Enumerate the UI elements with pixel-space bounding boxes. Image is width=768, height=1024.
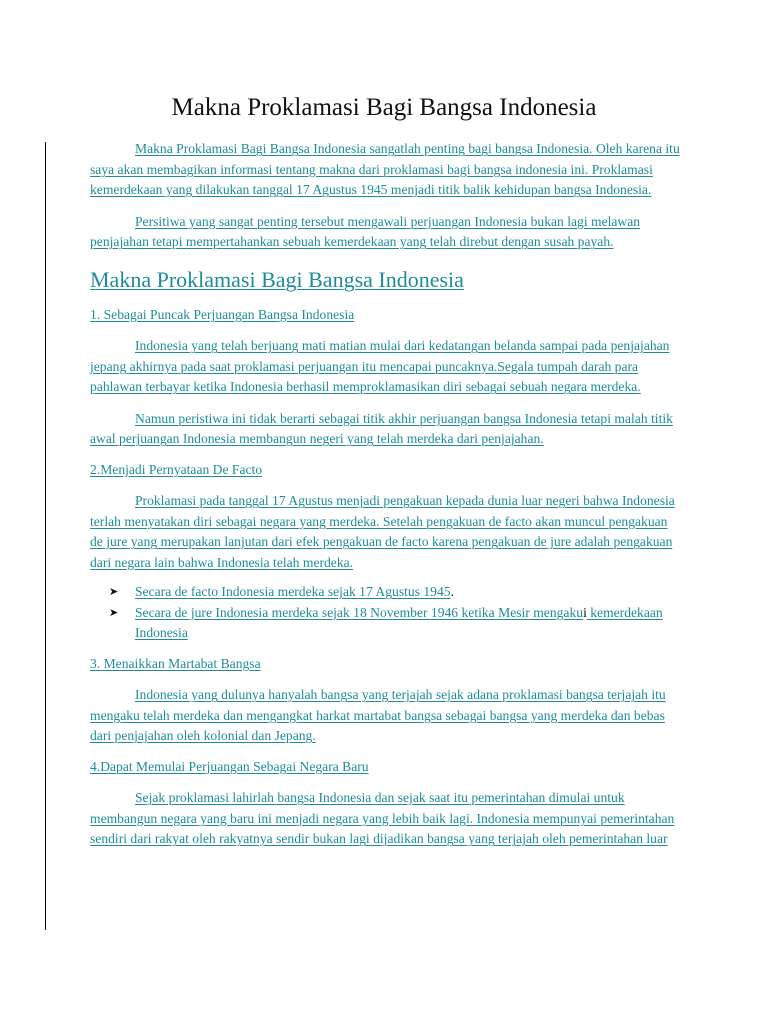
section-paragraph	[90, 685, 680, 747]
bullet-link[interactable]: Secara de facto Indonesia merdeka sejak 17 Agustus 1945	[135, 584, 451, 599]
section-heading-link[interactable]: 4.Dapat Memulai Perjuangan Sebagai Negara Baru	[90, 758, 369, 774]
bullet-trailing-text: i	[583, 604, 587, 620]
section-heading	[90, 305, 680, 326]
section-subheading	[90, 265, 680, 295]
intro-link[interactable]: Persitiwa yang sangat penting tersebut mengawali perjuangan Indonesia bukan lagi melawan penjajahan tetapi mempertahankan sebuah kemerdekaan yang telah direbut dengan susah payah.	[90, 213, 641, 249]
subheading-link[interactable]: Makna Proklamasi Bagi Bangsa Indonesia	[90, 266, 464, 292]
paragraph-link[interactable]: Namun peristiwa ini tidak berarti sebagai titik akhir perjuangan bangsa Indonesia tetapi malah titik awal perjuangan Indonesia membangun negeri yang telah merdeka dari penjajahan.	[90, 410, 673, 446]
section-heading-link[interactable]: 3. Menaikkan Martabat Bangsa	[90, 655, 261, 671]
list-item	[90, 603, 680, 644]
page-title: Makna Proklamasi Bagi Bangsa Indonesia	[171, 94, 597, 121]
bullet-link[interactable]: Secara de jure Indonesia merdeka sejak 18 November 1946 ketika Mesir mengaku	[135, 604, 584, 620]
section-paragraph	[90, 788, 680, 850]
intro-paragraph	[90, 212, 680, 253]
revision-bar	[45, 142, 46, 930]
intro-paragraph	[90, 139, 680, 201]
list-item	[90, 582, 680, 603]
section-heading-link[interactable]: 1. Sebagai Puncak Perjuangan Bangsa Indonesia	[90, 306, 355, 322]
section-heading-link[interactable]: 2.Menjadi Pernyataan De Facto	[90, 461, 263, 477]
paragraph-link[interactable]: Sejak proklamasi lahirlah bangsa Indonesia dan sejak saat itu pemerintahan dimulai untuk membangun negara yang baru ini menjadi negara yang lebih baik lagi. Indonesia mempunyai pemerintahan sendiri dari rakyat oleh rakyatnya sendir bukan lagi dijadikan bangsa yang terjajah oleh pemerintahan luar	[90, 790, 675, 846]
bullet-trailing-text: .	[450, 584, 454, 599]
section-heading	[90, 460, 680, 481]
section-paragraph	[90, 336, 680, 398]
section-paragraph	[90, 491, 680, 573]
intro-link[interactable]: Makna Proklamasi Bagi Bangsa Indonesia sangatlah penting bagi bangsa Indonesia. Oleh karena itu saya akan membagikan informasi tentang makna dari proklamasi bagi bangsa indonesia ini. Proklamasi kemerdekaan yang dilakukan tanggal 17 Agustus 1945 menjadi titik balik kehidupan bangsa Indonesia.	[90, 141, 680, 197]
document-body	[90, 139, 680, 850]
section-heading	[90, 654, 680, 675]
section-heading	[90, 757, 680, 778]
bullet-link[interactable]: kemerdekaan Indonesia	[135, 604, 663, 640]
bullet-list	[90, 582, 680, 644]
section-paragraph	[90, 409, 680, 450]
arrowhead-bullet-icon: ➤	[109, 605, 119, 619]
arrowhead-bullet-icon: ➤	[109, 585, 119, 598]
paragraph-link[interactable]: Proklamasi pada tanggal 17 Agustus menjadi pengakuan kepada dunia luar negeri bahwa Indonesia terlah menyatakan diri sebagai negara yang merdeka. Setelah pengakuan de facto akan muncul pengakuan de jure yang merupakan lanjutan dari efek pengakuan de facto karena pengakuan de jure adalah pengakuan dari negara lain bahwa Indonesia telah merdeka.	[90, 493, 675, 570]
paragraph-link[interactable]: Indonesia yang dulunya hanyalah bangsa yang terjajah sejak adana proklamasi bangsa terjajah itu mengaku telah merdeka dan mengangkat harkat martabat bangsa sebagai bangsa yang merdeka dan bebas dari penjajahan oleh kolonial dan Jepang.	[90, 687, 666, 743]
paragraph-link[interactable]: Indonesia yang telah berjuang mati matian mulai dari kedatangan belanda sampai pada penjajahan jepang akhirnya pada saat proklamasi perjuangan itu mencapai puncaknya.Segala tumpah darah para pahlawan terbayar ketika Indonesia berhasil memproklamasikan diri sebagai sebuah negara merdeka.	[90, 338, 670, 394]
